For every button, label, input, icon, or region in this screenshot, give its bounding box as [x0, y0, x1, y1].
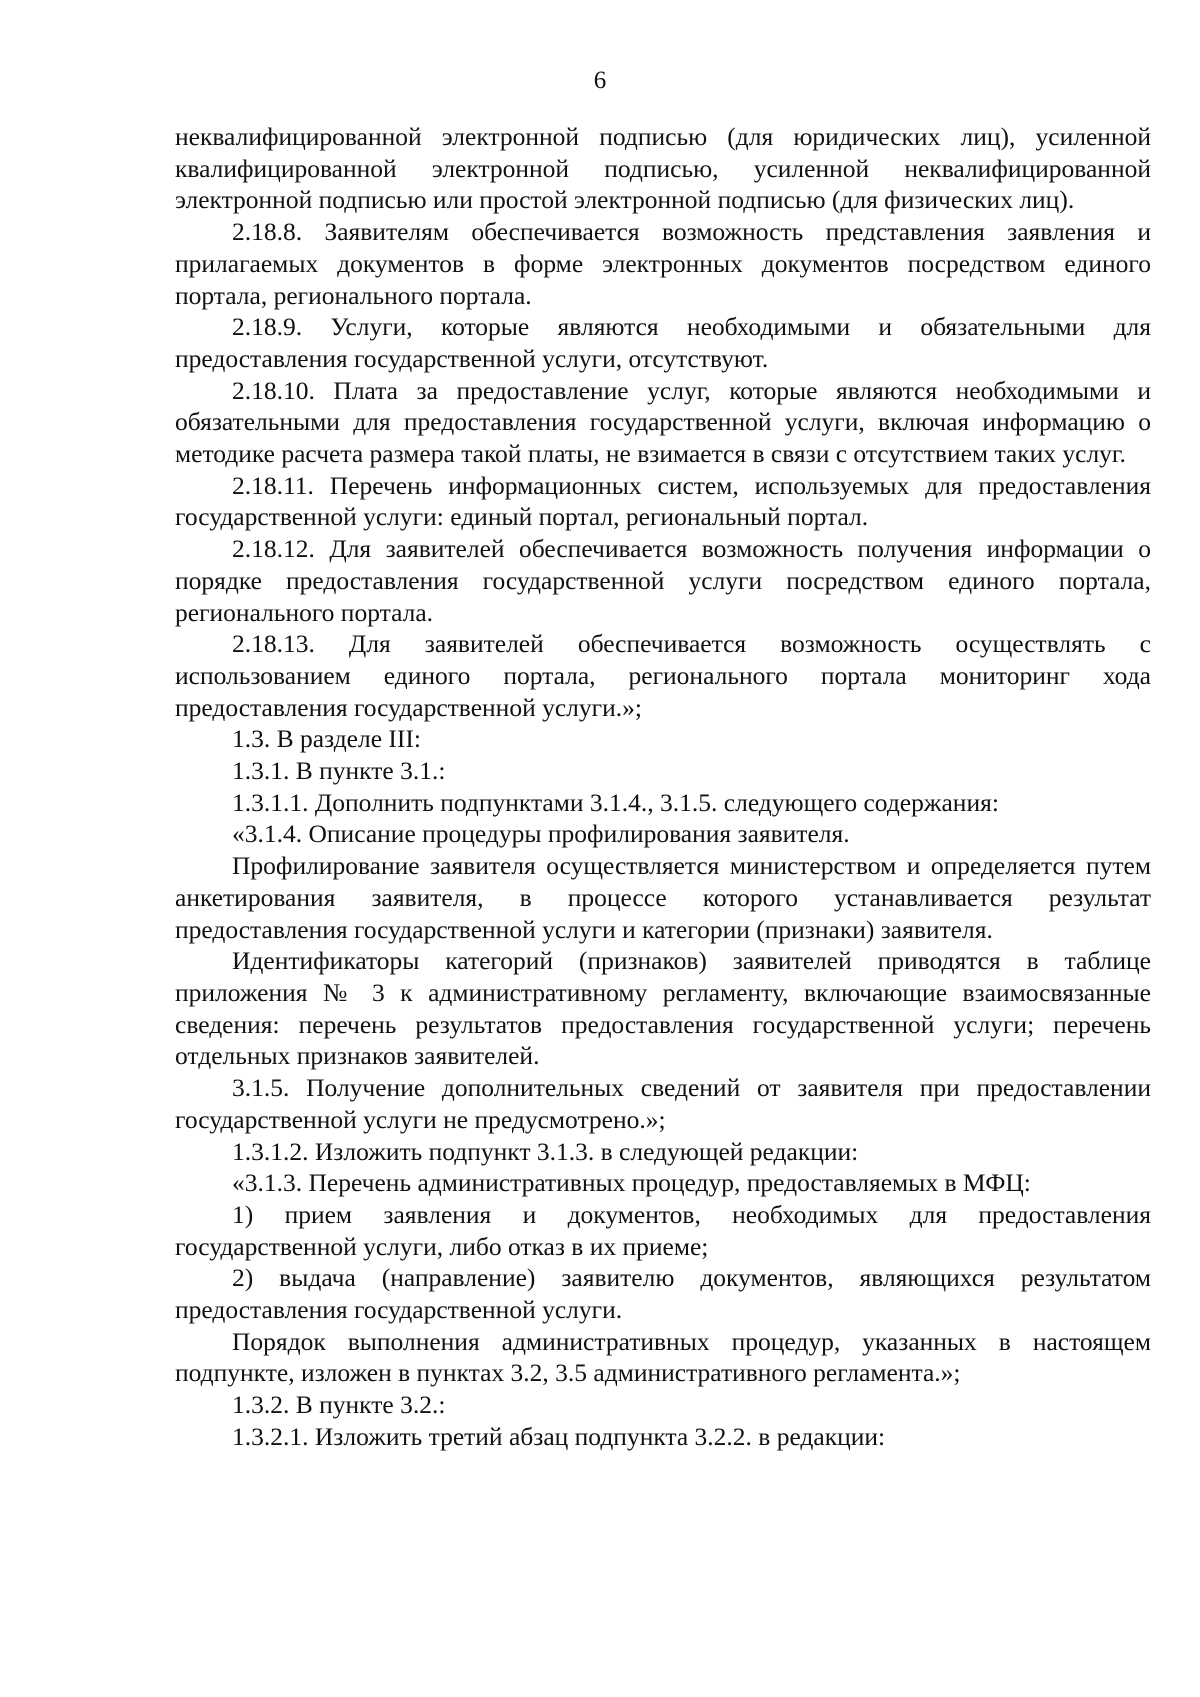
paragraph-2-18-12: 2.18.12. Для заявителей обеспечивается возможность получения информации о порядке предоставления государственной услуги посредством единого портала, регионального портала.	[175, 534, 1151, 627]
paragraph-3-1-3: «3.1.3. Перечень административных процедур, предоставляемых в МФЦ:	[232, 1168, 1031, 1198]
paragraph-1-3-1: 1.3.1. В пункте 3.1.:	[232, 756, 446, 786]
paragraph-2-18-8: 2.18.8. Заявителям обеспечивается возможность представления заявления и прилагаемых документов в форме электронных документов посредством единого портала, регионального портала.	[175, 217, 1151, 310]
paragraph-3-1-5: 3.1.5. Получение дополнительных сведений от заявителя при предоставлении государственной услуги не предусмотрено.»;	[175, 1073, 1151, 1134]
paragraph-1-3-2-1: 1.3.2.1. Изложить третий абзац подпункта 3.2.2. в редакции:	[232, 1421, 886, 1451]
paragraph-1-3: 1.3. В разделе III:	[232, 724, 421, 754]
paragraph-2-18-11: 2.18.11. Перечень информационных систем, используемых для предоставления государственной услуги: единый портал, региональный портал.	[175, 470, 1151, 532]
paragraph-2-18-9: 2.18.9. Услуги, которые являются необходимыми и обязательными для предоставления государственной услуги, отсутствуют.	[175, 312, 1151, 373]
paragraph-1-3-1-2: 1.3.1.2. Изложить подпункт 3.1.3. в следующей редакции:	[232, 1136, 859, 1166]
document-body	[175, 121, 1151, 1453]
paragraph-identifiers: Идентификаторы категорий (признаков) заявителей приводятся в таблице приложения № 3 к административному регламенту, включающие взаимосвязанные сведения: перечень результатов предоставления государственной услуги; перечень отдельных признаков заявителей.	[175, 946, 1151, 1071]
paragraph-2-18-10: 2.18.10. Плата за предоставление услуг, которые являются необходимыми и обязательными для предоставления государственной услуги, включая информацию о методике расчета размера такой платы, не взимается в связи с отсутствием таких услуг.	[175, 375, 1151, 469]
page-number: 6	[593, 67, 607, 94]
list-item-1: 1) прием заявления и документов, необходимых для предоставления государственной услуги, либо отказ в их приеме;	[175, 1199, 1151, 1261]
paragraph-1-3-1-1: 1.3.1.1. Дополнить подпунктами 3.1.4., 3.1.5. следующего содержания:	[232, 787, 999, 817]
paragraph-profiling: Профилирование заявителя осуществляется министерством и определяется путем анкетирования заявителя, в процессе которого устанавливается результат предоставления государственной услуги и категории (признаки) заявителя.	[175, 851, 1151, 944]
list-item-2: 2) выдача (направление) заявителю документов, являющихся результатом предоставления государственной услуги.	[175, 1263, 1151, 1325]
paragraph-2-18-13: 2.18.13. Для заявителей обеспечивается возможность осуществлять с использованием единого портала, регионального портала мониторинг хода предоставления государственной услуги.»;	[175, 629, 1151, 722]
paragraph-procedure-order: Порядок выполнения административных процедур, указанных в настоящем подпункте, изложен в пунктах 3.2, 3.5 административного регламента.»;	[175, 1326, 1151, 1388]
paragraph-3-1-4: «3.1.4. Описание процедуры профилирования заявителя.	[232, 819, 850, 849]
paragraph-1-3-2: 1.3.2. В пункте 3.2.:	[232, 1390, 446, 1420]
paragraph-continuation: неквалифицированной электронной подписью (для юридических лиц), усиленной квалифицированной электронной подписью, усиленной неквалифицированной электронной подписью или простой электронной подписью (для физических лиц).	[175, 122, 1151, 215]
